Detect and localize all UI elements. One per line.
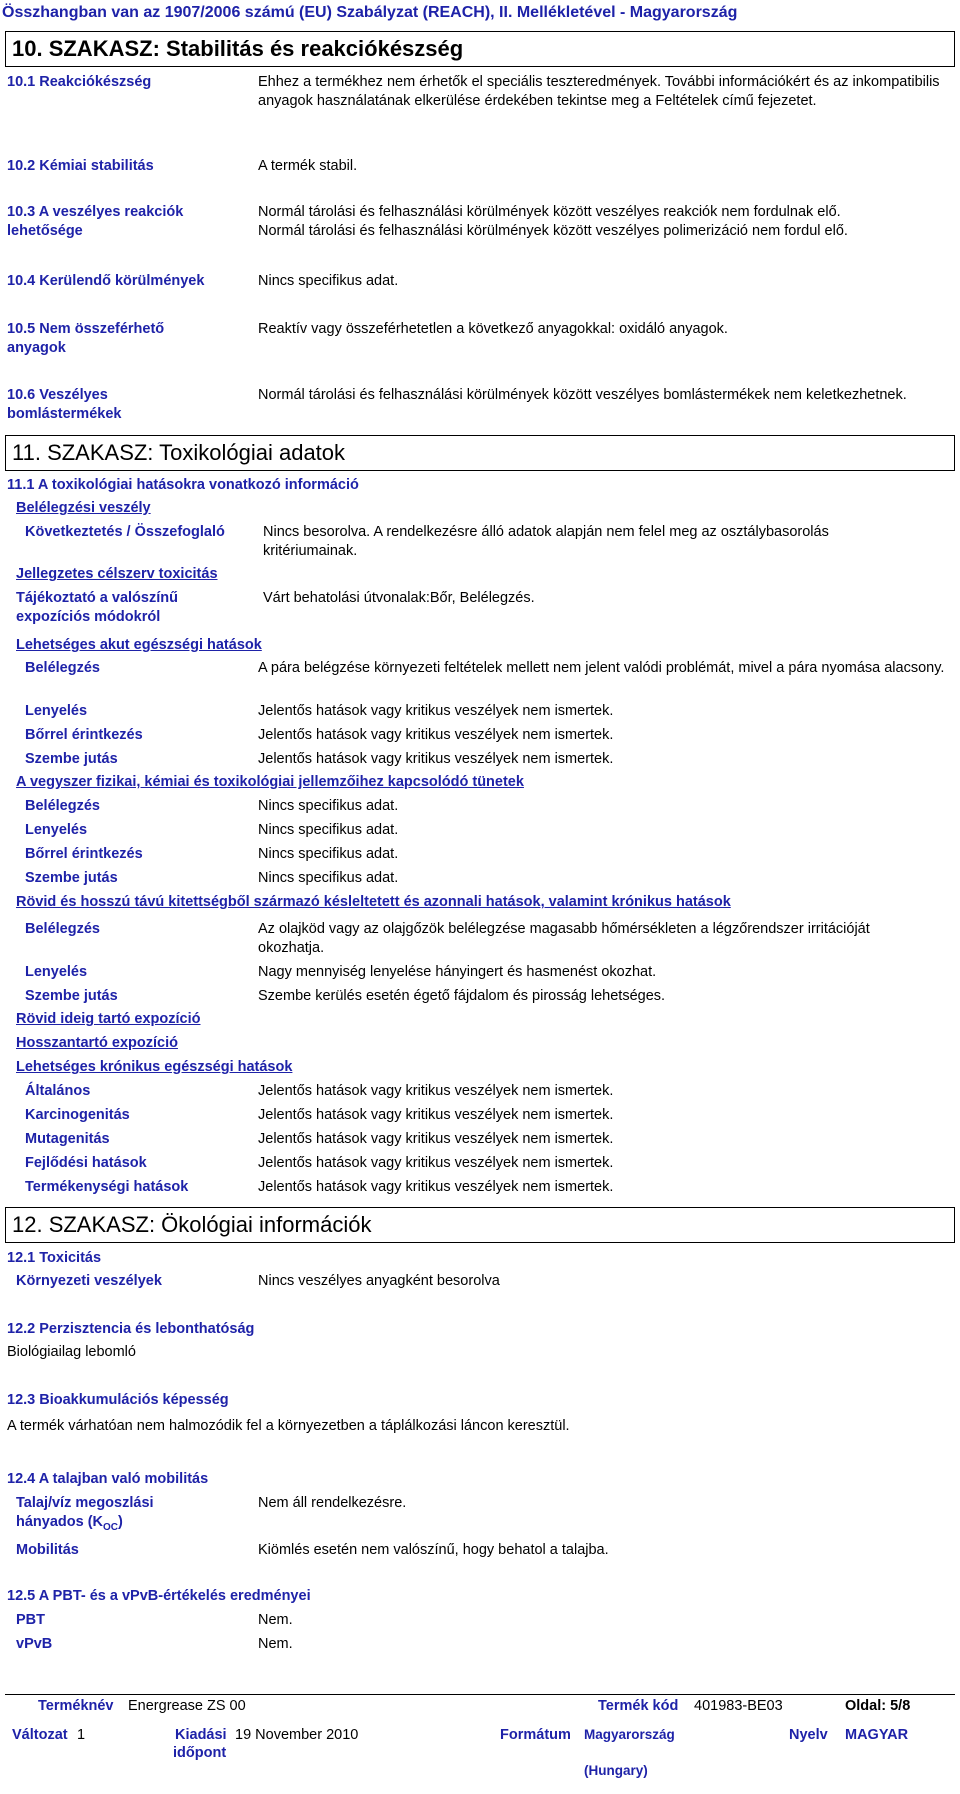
row-label-10-3: 10.3 A veszélyes reakciók lehetősége	[7, 204, 184, 239]
row-value-10-5: Reaktív vagy összeférhetetlen a következő anyagokkal: oxidáló anyagok.	[258, 321, 728, 337]
footer-issue-value: 19 November 2010	[235, 1727, 359, 1743]
delayed-value-1: Nagy mennyiség lenyelése hányingert és hasmenést okozhat.	[258, 964, 657, 980]
footer-format-label: Formátum	[500, 1727, 571, 1743]
pbt-value: Nem.	[258, 1612, 293, 1628]
subsection-12-3-value: A termék várhatóan nem halmozódik fel a környezetben a táplálkozási láncon keresztül.	[7, 1418, 570, 1434]
exposure-routes-value: Várt behatolási útvonalak:Bőr, Belélegzés.	[263, 590, 535, 606]
symptom-label-0: Belélegzés	[25, 798, 100, 814]
heading-acute-effects: Lehetséges akut egészségi hatások	[16, 637, 262, 653]
delayed-value-2: Szembe kerülés esetén égető fájdalom és pirosság lehetséges.	[258, 988, 666, 1004]
footer-page: Oldal: 5/8	[845, 1698, 911, 1714]
row-value-10-2: A termék stabil.	[258, 158, 358, 174]
footer-lang-value: MAGYAR	[845, 1727, 909, 1743]
symptom-value-1: Nincs specifikus adat.	[258, 822, 399, 838]
symptom-label-2: Bőrrel érintkezés	[25, 846, 143, 862]
footer-code-value: 401983-BE03	[694, 1698, 783, 1714]
mobility-value: Kiömlés esetén nem valószínű, hogy behatol a talajba.	[258, 1542, 609, 1558]
acute-value-1: Jelentős hatások vagy kritikus veszélyek nem ismertek.	[258, 703, 614, 719]
row-value-10-1: Ehhez a termékhez nem érhetők el speciális teszteredmények. További információkért és az inkompatibilis anyagok használatának elkerülése érdekében tekintse meg a Feltételek című fejezetet.	[258, 74, 940, 109]
footer-product-value: Energrease ZS 00	[128, 1698, 246, 1714]
subsection-11-1: 11.1 A toxikológiai hatásokra vonatkozó információ	[7, 477, 359, 493]
acute-value-2: Jelentős hatások vagy kritikus veszélyek nem ismertek.	[258, 727, 614, 743]
vpvb-value: Nem.	[258, 1636, 293, 1652]
chronic-value-0: Jelentős hatások vagy kritikus veszélyek nem ismertek.	[258, 1083, 614, 1099]
delayed-label-2: Szembe jutás	[25, 988, 118, 1004]
footer-code-label: Termék kód	[598, 1698, 679, 1714]
section-10-title: 10. SZAKASZ: Stabilitás és reakciókészség	[12, 36, 464, 61]
subsection-12-2: 12.2 Perzisztencia és lebonthatóság	[7, 1321, 255, 1337]
heading-long-exposure: Hosszantartó expozíció	[16, 1035, 178, 1051]
acute-value-0: A pára belégzése környezeti feltételek mellett nem jelent valódi problémát, mivel a pára nyomása alacsony.	[258, 660, 945, 676]
symptom-value-3: Nincs specifikus adat.	[258, 870, 399, 886]
subsection-12-2-value: Biológiailag lebomló	[7, 1344, 136, 1360]
footer-issue-label-1: Kiadási	[175, 1727, 227, 1743]
symptom-value-2: Nincs specifikus adat.	[258, 846, 399, 862]
heading-symptoms: A vegyszer fizikai, kémiai és toxikológiai jellemzőihez kapcsolódó tünetek	[16, 774, 524, 790]
chronic-value-2: Jelentős hatások vagy kritikus veszélyek nem ismertek.	[258, 1131, 614, 1147]
symptom-value-0: Nincs specifikus adat.	[258, 798, 399, 814]
section-12-title: 12. SZAKASZ: Ökológiai információk	[12, 1212, 372, 1237]
conclusion-value: Nincs besorolva. A rendelkezésre álló adatok alapján nem felel meg az osztálybasorolás kritériumainak.	[263, 524, 829, 559]
row-label-10-6: 10.6 Veszélyes bomlástermékek	[7, 387, 122, 422]
footer-format-value-2: (Hungary)	[584, 1763, 648, 1778]
row-value-10-3-b: Normál tárolási és felhasználási körülmények között veszélyes polimerizáció nem fordul elő.	[258, 223, 848, 239]
pbt-label: PBT	[16, 1612, 45, 1628]
heading-chronic-effects: Lehetséges krónikus egészségi hatások	[16, 1059, 293, 1075]
footer-format-value-1: Magyarország	[584, 1727, 675, 1742]
delayed-value-0: Az olajköd vagy az olajgőzök belélegzése magasabb hőmérsékleten a légzőrendszer irritációját okozhatja.	[258, 921, 870, 956]
acute-label-1: Lenyelés	[25, 703, 88, 719]
chronic-label-4: Termékenységi hatások	[25, 1179, 189, 1195]
vpvb-label: vPvB	[16, 1636, 53, 1652]
exposure-routes-label: Tájékoztató a valószínű expozíciós módokról	[16, 590, 178, 625]
chronic-value-4: Jelentős hatások vagy kritikus veszélyek nem ismertek.	[258, 1179, 614, 1195]
row-label-10-5: 10.5 Nem összeférhető anyagok	[7, 321, 165, 356]
conclusion-label: Következtetés / Összefoglaló	[25, 524, 225, 540]
env-hazards-value: Nincs veszélyes anyagként besorolva	[258, 1273, 500, 1289]
footer-version-label: Változat	[12, 1727, 68, 1743]
koc-value: Nem áll rendelkezésre.	[258, 1495, 407, 1511]
acute-label-0: Belélegzés	[25, 660, 100, 676]
row-value-10-3-a: Normál tárolási és felhasználási körülmények között veszélyes reakciók nem fordulnak elő.	[258, 204, 841, 220]
row-label-10-2: 10.2 Kémiai stabilitás	[7, 158, 154, 174]
delayed-label-1: Lenyelés	[25, 964, 88, 980]
env-hazards-label: Környezeti veszélyek	[16, 1273, 162, 1289]
symptom-label-1: Lenyelés	[25, 822, 88, 838]
koc-label: Talaj/víz megoszlási hányados $(K_{OC})$	[16, 1495, 154, 1533]
heading-delayed-effects: Rövid és hosszú távú kitettségből származó késleltetett és azonnali hatások, valamint krónikus hatások	[16, 894, 731, 910]
acute-value-3: Jelentős hatások vagy kritikus veszélyek nem ismertek.	[258, 751, 614, 767]
footer-divider	[5, 1694, 955, 1695]
chronic-value-3: Jelentős hatások vagy kritikus veszélyek nem ismertek.	[258, 1155, 614, 1171]
subsection-12-3: 12.3 Bioakkumulációs képesség	[7, 1392, 229, 1408]
chronic-value-1: Jelentős hatások vagy kritikus veszélyek nem ismertek.	[258, 1107, 614, 1123]
footer-lang-label: Nyelv	[789, 1727, 828, 1743]
mobility-label: Mobilitás	[16, 1542, 79, 1558]
chronic-label-1: Karcinogenitás	[25, 1107, 130, 1123]
section-12-title-box	[5, 1207, 955, 1243]
heading-stot: Jellegzetes célszerv toxicitás	[16, 566, 218, 582]
row-value-10-6: Normál tárolási és felhasználási körülmények között veszélyes bomlástermékek nem keletkezhetnek.	[258, 387, 907, 403]
document-header: Összhangban van az 1907/2006 számú (EU) Szabályzat (REACH), II. Mellékletével - Magyarország	[2, 4, 738, 21]
footer-issue-label-2: időpont	[173, 1745, 227, 1761]
subsection-12-4: 12.4 A talajban való mobilitás	[7, 1471, 209, 1487]
footer-product-label: Terméknév	[38, 1698, 114, 1714]
subsection-12-1: 12.1 Toxicitás	[7, 1250, 102, 1266]
section-11-title-box	[5, 435, 955, 471]
heading-inhalation-hazard: Belélegzési veszély	[16, 500, 151, 516]
chronic-label-2: Mutagenitás	[25, 1131, 110, 1147]
heading-short-exposure: Rövid ideig tartó expozíció	[16, 1011, 201, 1027]
row-label-10-1: 10.1 Reakciókészség	[7, 74, 152, 90]
footer-version-value: 1	[77, 1727, 86, 1743]
chronic-label-0: Általános	[25, 1083, 91, 1099]
subsection-12-5: 12.5 A PBT- és a vPvB-értékelés eredményei	[7, 1588, 311, 1604]
delayed-label-0: Belélegzés	[25, 921, 100, 937]
acute-label-3: Szembe jutás	[25, 751, 118, 767]
row-label-10-4: 10.4 Kerülendő körülmények	[7, 273, 205, 289]
row-value-10-4: Nincs specifikus adat.	[258, 273, 399, 289]
section-11-title: 11. SZAKASZ: Toxikológiai adatok	[12, 440, 346, 465]
symptom-label-3: Szembe jutás	[25, 870, 118, 886]
chronic-label-3: Fejlődési hatások	[25, 1155, 147, 1171]
acute-label-2: Bőrrel érintkezés	[25, 727, 143, 743]
section-10-title-box	[5, 31, 955, 67]
